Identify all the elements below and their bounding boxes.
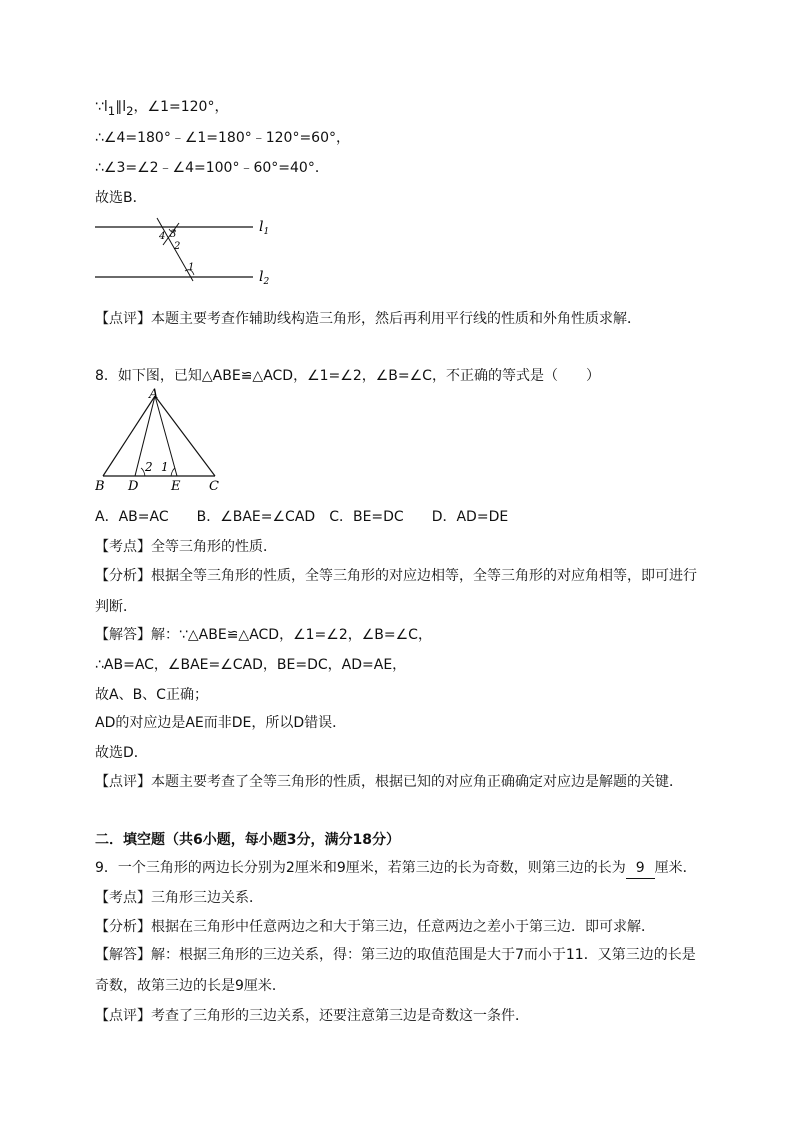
label-l1: $l_1$ [259,219,270,237]
text-parallel: ∥l [115,99,127,115]
text-l1: ∵l [95,99,108,115]
q8-options: A．AB=AC B．∠BAE=∠CAD C．BE=DC D．AD=DE [95,509,509,525]
label-e: E [171,479,181,493]
q9-stem-text: 9．一个三角形的两边长分别为2厘米和9厘米，若第三边的长为奇数，则第三边的长为 [95,860,626,876]
text-rest: ，∠1=120°， [133,99,229,115]
q8-answer-3: 故A、B、C正确； [95,687,208,703]
section-title: 二．填空题（共6小题，每小题3分，满分18分） [95,832,400,848]
q8-answer-4: AD的对应边是AE而非DE，所以D错误． [95,715,347,731]
solution-line-2: ∴∠4=180°﹣∠1=180°﹣120°=60°， [95,130,350,146]
triangle-figure [95,388,225,493]
label-angle-2: 2 [174,241,181,252]
parallel-lines-figure [95,215,275,290]
solution-line-3: ∴∠3=∠2﹣∠4=100°﹣60°=40°． [95,160,329,176]
q8-analysis-1: 【分析】根据全等三角形的性质，全等三角形的对应边相等，全等三角形的对应角相等，即可进行 [95,568,697,584]
q9-analysis: 【分析】根据在三角形中任意两边之和大于第三边，任意两边之差小于第三边．即可求解． [95,919,655,935]
solution-line-4: 故选B． [95,190,147,206]
q9-review: 【点评】考查了三角形的三边关系，还要注意第三边是奇数这一条件． [95,1008,529,1024]
q8-answer-5: 故选D． [95,745,148,761]
solution-line-1 [95,97,228,121]
label-angle-1: 1 [188,262,195,273]
label-l2: $l_2$ [259,269,270,287]
label-a: A [149,388,159,402]
q8-answer-1: 【解答】解：∵△ABE≌△ACD，∠1=∠2，∠B=∠C， [95,627,432,643]
sub-2: 2 [126,103,134,118]
q8-answer-2: ∴AB=AC，∠BAE=∠CAD，BE=DC，AD=AE， [95,657,407,673]
q9-stem-unit: 厘米． [654,860,697,876]
q9-point: 【考点】三角形三边关系． [95,890,263,906]
q8-stem: 8．如下图，已知△ABE≌△ACD，∠1=∠2，∠B=∠C，不正确的等式是（ ） [95,368,600,384]
label-angle-3: 3 [170,229,177,240]
label-c: C [209,479,219,493]
q8-analysis-2: 判断． [95,599,137,615]
angle-arc-1 [171,468,175,476]
label-b: B [95,479,105,493]
label-angle-1: 1 [161,460,169,474]
q9-answer-2: 奇数，故第三边的长是9厘米． [95,978,286,994]
label-d: D [128,479,139,493]
label-angle-4: 4 [159,231,166,242]
q9-answer-1: 【解答】解：根据三角形的三边关系，得：第三边的取值范围是大于7而小于11．又第三边的长是 [95,947,696,963]
q9-stem [95,858,697,879]
q8-point: 【考点】全等三角形的性质． [95,539,277,555]
sub-1: 1 [107,103,116,118]
label-angle-2: 2 [145,460,153,474]
review-1: 【点评】本题主要考查作辅助线构造三角形，然后再利用平行线的性质和外角性质求解． [95,311,641,327]
q8-review: 【点评】本题主要考查了全等三角形的性质，根据已知的对应角正确确定对应边是解题的关键． [95,774,683,790]
q9-answer-blank: 9 [626,858,655,879]
